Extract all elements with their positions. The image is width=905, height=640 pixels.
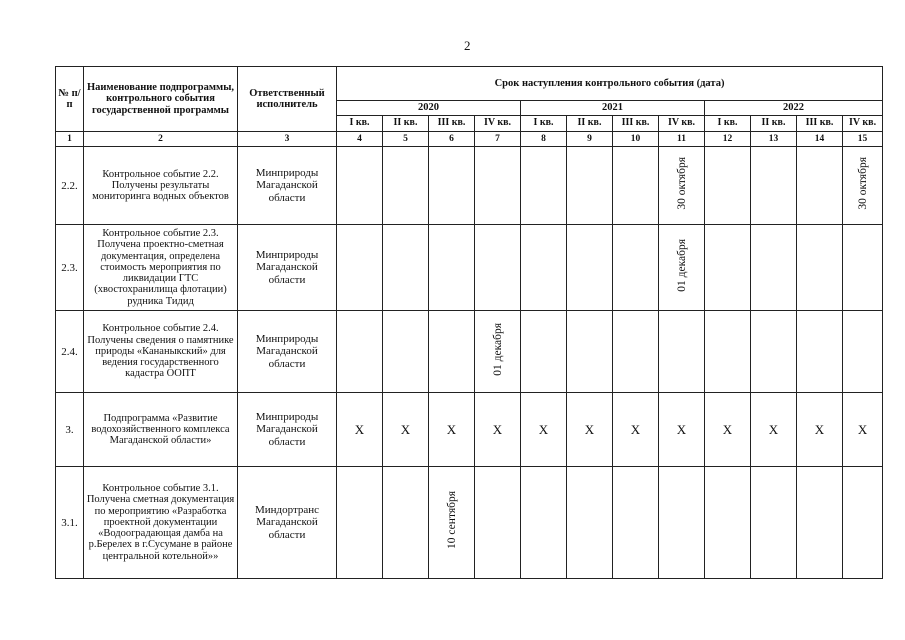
empty-cell [613,147,659,225]
header-quarter: III кв. [613,116,659,132]
empty-cell [429,147,475,225]
header-num: № п/п [56,67,84,132]
header-name: Наименование подпрограммы, контрольного события государственной программы [84,67,238,132]
deadline-cell [659,147,705,225]
empty-cell [337,147,383,225]
empty-cell [475,225,521,311]
deadline-cell [843,147,883,225]
header-quarter: II кв. [751,116,797,132]
table-row [56,467,883,579]
header-quarter: IV кв. [843,116,883,132]
empty-cell [705,467,751,579]
empty-cell [797,225,843,311]
header-quarter: I кв. [337,116,383,132]
header-deadline: Срок наступления контрольного события (дата) [337,67,883,101]
column-number: 14 [797,132,843,147]
column-number: 1 [56,132,84,147]
header-quarter: IV кв. [659,116,705,132]
empty-cell [705,311,751,393]
deadline-date: 30 октября [675,156,688,210]
empty-cell [613,225,659,311]
empty-cell [843,311,883,393]
header-quarter: III кв. [429,116,475,132]
header-quarter: I кв. [521,116,567,132]
empty-cell [705,147,751,225]
row-number: 3.1. [56,467,84,579]
not-applicable-mark: X [705,393,751,467]
column-number: 13 [751,132,797,147]
empty-cell [613,311,659,393]
header-year: 2020 [337,101,521,116]
empty-cell [383,147,429,225]
table-row [56,225,883,311]
empty-cell [797,311,843,393]
row-number: 2.2. [56,147,84,225]
column-number: 7 [475,132,521,147]
deadline-date: 10 сентября [445,491,458,549]
header-quarter: IV кв. [475,116,521,132]
executor: Минприроды Магаданской области [238,311,337,393]
table-body [56,147,883,579]
deadline-cell [475,311,521,393]
table-row [56,393,883,467]
empty-cell [567,311,613,393]
deadline-date: 30 октября [856,156,869,210]
empty-cell [567,147,613,225]
empty-cell [705,225,751,311]
header-quarter: III кв. [797,116,843,132]
empty-cell [567,467,613,579]
empty-cell [337,225,383,311]
empty-cell [751,311,797,393]
column-number: 11 [659,132,705,147]
column-number: 2 [84,132,238,147]
event-name: Контрольное событие 3.1. Получена сметная документация по мероприятию «Разработка проектной документации «Водооградающая дамба на р.Берелех в г.Сусумане в районе центральной котельной»» [84,467,238,579]
deadline-cell [659,225,705,311]
empty-cell [751,225,797,311]
empty-cell [383,467,429,579]
empty-cell [337,311,383,393]
executor: Миндортранс Магаданской области [238,467,337,579]
deadline-date: 01 декабря [491,322,504,376]
header-executor: Ответственный исполнитель [238,67,337,132]
column-number: 5 [383,132,429,147]
empty-cell [751,467,797,579]
empty-cell [567,225,613,311]
empty-cell [843,225,883,311]
table-row [56,147,883,225]
header-quarter: II кв. [567,116,613,132]
not-applicable-mark: X [613,393,659,467]
row-number: 2.4. [56,311,84,393]
row-number: 3. [56,393,84,467]
event-name: Подпрограмма «Развитие водохозяйственного комплекса Магаданской области» [84,393,238,467]
event-name: Контрольное событие 2.2. Получены результаты мониторинга водных объектов [84,147,238,225]
executor: Минприроды Магаданской области [238,225,337,311]
table-row [56,311,883,393]
empty-cell [429,225,475,311]
event-name: Контрольное событие 2.4. Получены сведения о памятнике природы «Кананыкский» для ведения государственного кадастра ООПТ [84,311,238,393]
header-year: 2021 [521,101,705,116]
column-number: 9 [567,132,613,147]
header-quarter: I кв. [705,116,751,132]
empty-cell [429,311,475,393]
empty-cell [475,467,521,579]
not-applicable-mark: X [567,393,613,467]
empty-cell [521,147,567,225]
not-applicable-mark: X [751,393,797,467]
column-number: 4 [337,132,383,147]
empty-cell [475,147,521,225]
empty-cell [659,311,705,393]
empty-cell [843,467,883,579]
empty-cell [337,467,383,579]
page-number: 2 [464,38,471,53]
not-applicable-mark: X [337,393,383,467]
empty-cell [659,467,705,579]
event-name: Контрольное событие 2.3. Получена проектно-сметная документация, определена стоимость мероприятия по ликвидации ГТС (хвостохранилища флотации) рудника Тидид [84,225,238,311]
column-number-row [56,132,883,147]
not-applicable-mark: X [475,393,521,467]
column-number: 6 [429,132,475,147]
header-year: 2022 [705,101,883,116]
empty-cell [383,311,429,393]
empty-cell [613,467,659,579]
control-events-table [55,66,883,579]
deadline-date: 01 декабря [675,238,688,292]
not-applicable-mark: X [429,393,475,467]
row-number: 2.3. [56,225,84,311]
empty-cell [751,147,797,225]
column-number: 12 [705,132,751,147]
not-applicable-mark: X [659,393,705,467]
not-applicable-mark: X [383,393,429,467]
header-quarter: II кв. [383,116,429,132]
empty-cell [797,467,843,579]
empty-cell [383,225,429,311]
not-applicable-mark: X [521,393,567,467]
not-applicable-mark: X [797,393,843,467]
deadline-cell [429,467,475,579]
executor: Минприроды Магаданской области [238,147,337,225]
empty-cell [521,311,567,393]
column-number: 10 [613,132,659,147]
executor: Минприроды Магаданской области [238,393,337,467]
column-number: 15 [843,132,883,147]
not-applicable-mark: X [843,393,883,467]
empty-cell [521,225,567,311]
column-number: 8 [521,132,567,147]
empty-cell [521,467,567,579]
column-number: 3 [238,132,337,147]
empty-cell [797,147,843,225]
